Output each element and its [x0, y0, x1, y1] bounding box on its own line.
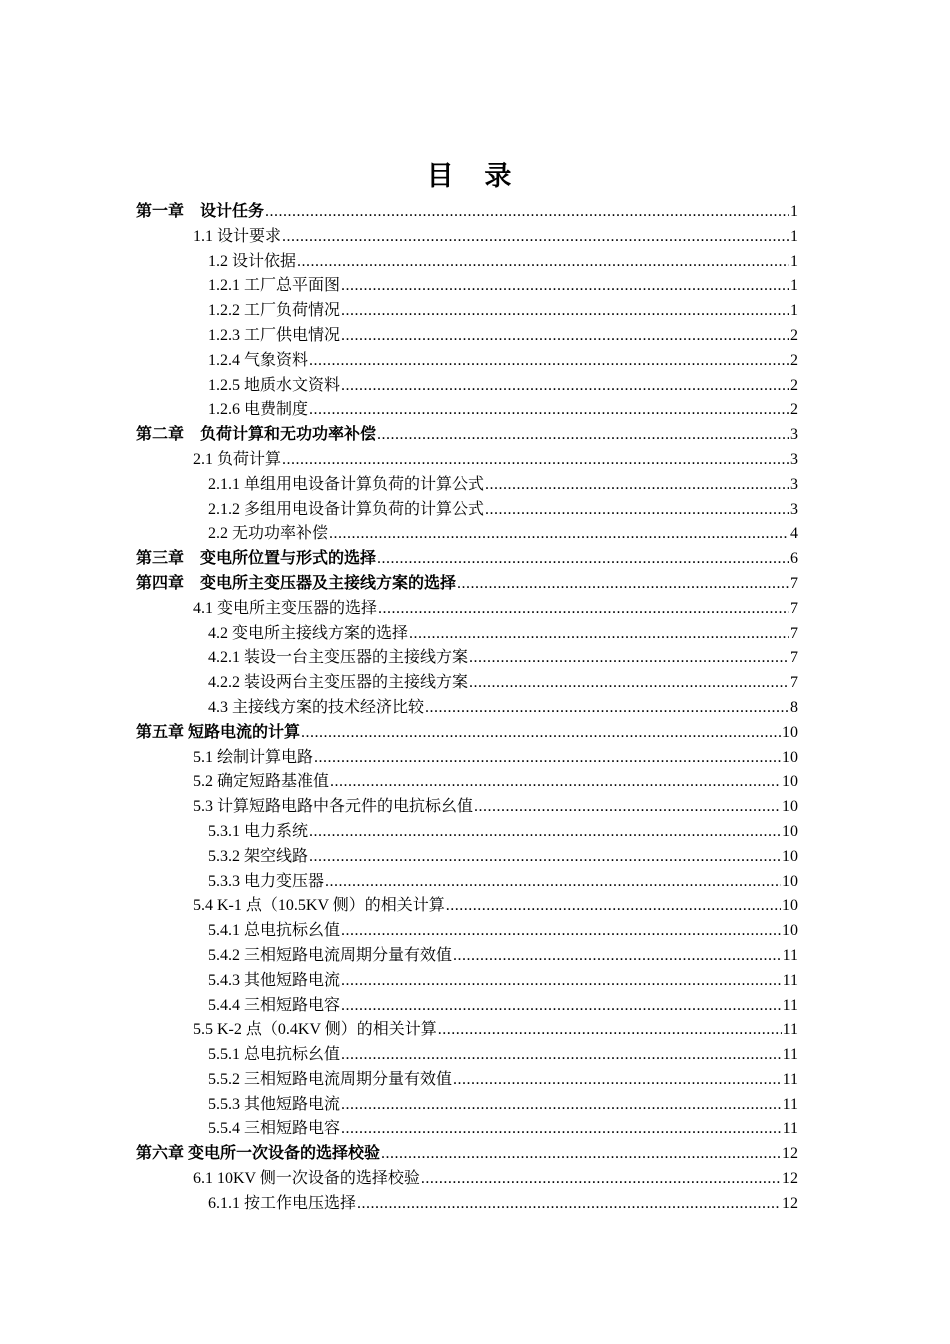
toc-section-entry[interactable]	[136, 870, 798, 895]
toc-entry-title: 5.1 绘制计算电路	[193, 748, 314, 766]
toc-entry-title: 2.1 负荷计算	[193, 450, 282, 468]
toc-section-entry[interactable]	[136, 770, 798, 795]
toc-dot-leader	[341, 994, 782, 1019]
toc-section-entry[interactable]	[136, 1117, 798, 1142]
toc-page-number: 10	[782, 723, 798, 741]
toc-page-number: 10	[782, 922, 798, 940]
toc-dot-leader	[309, 820, 781, 845]
toc-page-number: 10	[782, 897, 798, 915]
toc-chapter-entry[interactable]	[136, 1142, 798, 1167]
toc-dot-leader	[474, 795, 781, 820]
toc-page-number: 11	[782, 996, 798, 1014]
toc-section-entry[interactable]	[136, 225, 798, 250]
toc-dot-leader	[469, 646, 789, 671]
toc-dot-leader	[329, 522, 789, 547]
toc-page-number: 10	[782, 822, 798, 840]
toc-entry-title: 5.3.3 电力变压器	[208, 872, 325, 890]
toc-page-number: 1	[790, 227, 798, 245]
toc-section-entry[interactable]	[136, 845, 798, 870]
toc-dot-leader	[485, 498, 789, 523]
toc-section-entry[interactable]	[136, 969, 798, 994]
toc-section-entry[interactable]	[136, 671, 798, 696]
toc-entry-title: 2.1.2 多组用电设备计算负荷的计算公式	[208, 500, 485, 518]
toc-dot-leader	[341, 919, 781, 944]
toc-chapter-entry[interactable]	[136, 200, 798, 225]
toc-page-number: 6	[790, 550, 798, 568]
toc-entry-title: 第五章 短路电流的计算	[136, 723, 301, 741]
toc-section-entry[interactable]	[136, 250, 798, 275]
toc-dot-leader	[341, 324, 789, 349]
toc-dot-leader	[341, 1117, 782, 1142]
toc-entry-title: 第二章 负荷计算和无功功率补偿	[136, 426, 377, 444]
toc-dot-leader	[282, 225, 789, 250]
toc-entry-title: 5.5.1 总电抗标幺值	[208, 1046, 341, 1064]
toc-page-number: 7	[790, 624, 798, 642]
toc-page-number: 11	[782, 1046, 798, 1064]
toc-page-number: 1	[790, 277, 798, 295]
toc-section-entry[interactable]	[136, 299, 798, 324]
toc-section-entry[interactable]	[136, 274, 798, 299]
toc-dot-leader	[341, 274, 789, 299]
toc-entry-title: 4.2.1 装设一台主变压器的主接线方案	[208, 649, 469, 667]
toc-page-number: 10	[782, 872, 798, 890]
toc-page-number: 3	[790, 426, 798, 444]
toc-page-number: 1	[790, 203, 798, 220]
toc-dot-leader	[341, 299, 789, 324]
toc-section-entry[interactable]	[136, 448, 798, 473]
toc-dot-leader	[446, 894, 781, 919]
toc-section-entry[interactable]	[136, 696, 798, 721]
toc-dot-leader	[341, 374, 789, 399]
toc-section-entry[interactable]	[136, 1018, 798, 1043]
toc-dot-leader	[309, 398, 789, 423]
toc-page-number: 4	[790, 525, 798, 543]
toc-dot-leader	[378, 597, 789, 622]
toc-section-entry[interactable]	[136, 498, 798, 523]
toc-entry-title: 1.2.3 工厂供电情况	[208, 326, 341, 344]
toc-entry-title: 5.5 K-2 点（0.4KV 侧）的相关计算	[193, 1021, 437, 1039]
toc-entry-title: 第四章 变电所主变压器及主接线方案的选择	[136, 574, 457, 592]
toc-page-number: 11	[782, 946, 798, 964]
toc-section-entry[interactable]	[136, 522, 798, 547]
toc-page-number: 11	[782, 1120, 798, 1138]
toc-dot-leader	[438, 1018, 782, 1043]
toc-dot-leader	[457, 572, 789, 597]
toc-section-entry[interactable]	[136, 994, 798, 1019]
toc-section-entry[interactable]	[136, 1093, 798, 1118]
toc-dot-leader	[330, 770, 781, 795]
toc-entry-title: 4.2 变电所主接线方案的选择	[208, 624, 409, 642]
toc-section-entry[interactable]	[136, 324, 798, 349]
toc-dot-leader	[377, 423, 789, 448]
toc-section-entry[interactable]	[136, 398, 798, 423]
toc-entry-title: 第三章 变电所位置与形式的选择	[136, 550, 377, 568]
toc-page-number: 2	[790, 376, 798, 394]
toc-section-entry[interactable]	[136, 795, 798, 820]
toc-dot-leader	[453, 1068, 782, 1093]
toc-section-entry[interactable]	[136, 820, 798, 845]
toc-page-number: 10	[782, 773, 798, 791]
toc-entry-title: 2.2 无功功率补偿	[208, 525, 329, 543]
toc-entry-title: 5.4.3 其他短路电流	[208, 971, 341, 989]
toc-page-number: 10	[782, 748, 798, 766]
toc-entry-title: 5.5.4 三相短路电容	[208, 1120, 341, 1138]
toc-page-number: 10	[782, 798, 798, 816]
toc-entry-title: 5.4.4 三相短路电容	[208, 996, 341, 1014]
toc-dot-leader	[377, 547, 789, 572]
toc-page-number: 2	[790, 351, 798, 369]
toc-entry-title: 1.2.1 工厂总平面图	[208, 277, 341, 295]
toc-page-number: 11	[782, 971, 798, 989]
toc-entry-title: 4.3 主接线方案的技术经济比较	[208, 698, 425, 716]
toc-entry-title: 1.2.2 工厂负荷情况	[208, 302, 341, 320]
toc-entry-title: 1.1 设计要求	[193, 227, 282, 245]
toc-entry-title: 1.2 设计依据	[208, 252, 297, 270]
toc-entry-title: 5.4 K-1 点（10.5KV 侧）的相关计算	[193, 897, 445, 915]
toc-section-entry[interactable]	[136, 944, 798, 969]
toc-entry-title: 1.2.6 电费制度	[208, 401, 309, 419]
toc-dot-leader	[341, 969, 782, 994]
toc-page-number: 8	[790, 698, 798, 716]
toc-entry-title: 2.1.1 单组用电设备计算负荷的计算公式	[208, 475, 485, 493]
toc-page-number: 3	[790, 500, 798, 518]
toc-entry-title: 5.5.2 三相短路电流周期分量有效值	[208, 1070, 453, 1088]
toc-page-number: 7	[790, 674, 798, 692]
toc-section-entry[interactable]	[136, 349, 798, 374]
toc-entry-title: 5.5.3 其他短路电流	[208, 1095, 341, 1113]
toc-chapter-entry[interactable]	[136, 547, 798, 572]
toc-dot-leader	[381, 1142, 781, 1167]
toc-entry-title: 5.4.2 三相短路电流周期分量有效值	[208, 946, 453, 964]
toc-dot-leader	[325, 870, 781, 895]
toc-page-number: 1	[790, 302, 798, 320]
toc-dot-leader	[309, 349, 789, 374]
toc-page-number: 2	[790, 326, 798, 344]
toc-page-number: 11	[782, 1095, 798, 1113]
toc-section-entry[interactable]	[136, 894, 798, 919]
toc-page-number: 11	[782, 1070, 798, 1088]
toc-dot-leader	[425, 696, 789, 721]
toc-section-entry[interactable]	[136, 1043, 798, 1068]
toc-section-entry[interactable]	[136, 746, 798, 771]
toc-entry-title: 4.2.2 装设两台主变压器的主接线方案	[208, 674, 469, 692]
toc-page-number: 11	[782, 1021, 798, 1039]
toc-page-number: 2	[790, 401, 798, 419]
toc-page-number: 10	[782, 847, 798, 865]
toc-page-number: 3	[790, 450, 798, 468]
toc-entry-title: 第一章 设计任务	[136, 203, 265, 220]
toc-section-entry[interactable]	[136, 1068, 798, 1093]
toc-chapter-entry[interactable]	[136, 423, 798, 448]
toc-page-number: 1	[790, 252, 798, 270]
toc-entry-title: 5.4.1 总电抗标幺值	[208, 922, 341, 940]
toc-page-number: 3	[790, 475, 798, 493]
toc-entry-title: 6.1 10KV 侧一次设备的选择校验	[193, 1170, 420, 1188]
toc-entry-title: 5.3.2 架空线路	[208, 847, 309, 865]
toc-dot-leader	[341, 1043, 782, 1068]
toc-section-entry[interactable]	[136, 919, 798, 944]
toc-chapter-entry[interactable]	[136, 721, 798, 746]
toc-dot-leader	[469, 671, 789, 696]
toc-entry-title: 6.1.1 按工作电压选择	[208, 1194, 357, 1212]
toc-page-number: 7	[790, 599, 798, 617]
toc-dot-leader	[314, 746, 781, 771]
toc-title: 目 录	[426, 161, 524, 191]
table-of-contents	[136, 200, 798, 1217]
toc-section-entry[interactable]	[136, 646, 798, 671]
toc-dot-leader	[309, 845, 781, 870]
toc-page-number: 12	[782, 1194, 798, 1212]
toc-section-entry[interactable]	[136, 622, 798, 647]
toc-dot-leader	[409, 622, 789, 647]
toc-page-number: 7	[790, 649, 798, 667]
toc-dot-leader	[485, 473, 789, 498]
toc-dot-leader	[453, 944, 782, 969]
toc-dot-leader	[265, 200, 789, 225]
toc-dot-leader	[341, 1093, 782, 1118]
toc-section-entry[interactable]	[136, 473, 798, 498]
toc-section-entry[interactable]	[136, 597, 798, 622]
toc-section-entry[interactable]	[136, 1167, 798, 1192]
toc-page-number: 12	[782, 1170, 798, 1188]
toc-dot-leader	[297, 250, 789, 275]
toc-section-entry[interactable]	[136, 1192, 798, 1217]
toc-entry-title: 5.3 计算短路电路中各元件的电抗标幺值	[193, 798, 474, 816]
toc-entry-title: 1.2.5 地质水文资料	[208, 376, 341, 394]
toc-chapter-entry[interactable]	[136, 572, 798, 597]
toc-dot-leader	[301, 721, 781, 746]
toc-page-number: 12	[782, 1145, 798, 1163]
toc-entry-title: 4.1 变电所主变压器的选择	[193, 599, 378, 617]
toc-dot-leader	[421, 1167, 781, 1192]
toc-page-number: 7	[790, 574, 798, 592]
toc-entry-title: 1.2.4 气象资料	[208, 351, 309, 369]
toc-dot-leader	[282, 448, 789, 473]
toc-section-entry[interactable]	[136, 374, 798, 399]
toc-entry-title: 5.3.1 电力系统	[208, 822, 309, 840]
toc-dot-leader	[357, 1192, 781, 1217]
toc-entry-title: 5.2 确定短路基准值	[193, 773, 330, 791]
toc-entry-title: 第六章 变电所一次设备的选择校验	[136, 1145, 381, 1163]
